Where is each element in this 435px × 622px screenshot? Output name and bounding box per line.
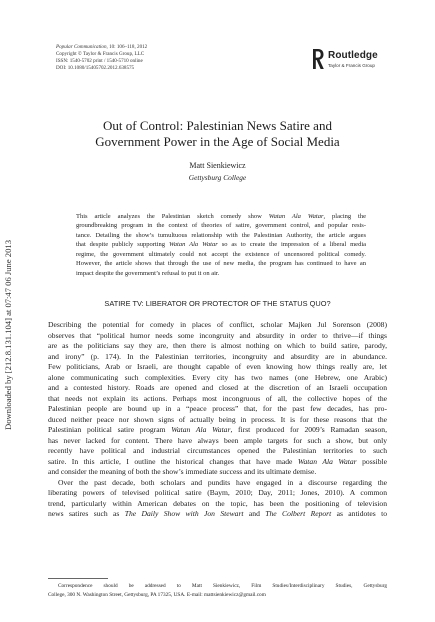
body-line: and a contested history. Roads are opened and closed at the discretion of an Israeli occupation <box>48 383 387 392</box>
body-line: observes that “political humor needs some incongruity and absurdity in order to thrive—if things <box>48 330 387 340</box>
abstract-line: regime, the government ultimately could not accept the existence of uncensored political comedy. <box>76 250 366 258</box>
journal-citation <box>56 44 147 51</box>
article-title <box>40 118 395 150</box>
abstract-line: that despite publicly supporting Watan Ala Watar so as to create the impression of a liberal media <box>76 241 366 249</box>
body-line: Few politicians, Arab or Israeli, are thought capable of even knowing how things really are, let <box>48 362 387 371</box>
author-affiliation: Gettysburg College <box>188 173 247 182</box>
body-line: has never lacked for content. There have always been ample targets for such a show, but only <box>48 435 387 445</box>
body-line: news satires such as The Daily Show with Jon Stewart and The Colbert Report as antidotes to <box>48 509 387 518</box>
routledge-logo-icon <box>311 48 325 70</box>
download-watermark <box>1 210 15 460</box>
abstract-line: This article analyzes the Palestinian sketch comedy show Watan Ala Watar, placing the <box>76 213 366 220</box>
body-line: that needs not explain its actions. Perhaps most incongruous of all, the collective hopes of the <box>48 393 387 403</box>
body-line: Palestinian political satire program Watan Ala Watar, first produced for 2009’s Ramadan season, <box>48 425 387 434</box>
footnote-line: Correspondence should be addressed to Matt Sienkiewicz, Film Studies/Interdisciplinary Studies, Gettysburg <box>58 583 387 589</box>
journal-volume: , 10: 106–118, 2012 <box>106 44 148 50</box>
download-note: Downloaded by [212.8.131.104] at 07:47 06 June 2013 <box>3 240 13 430</box>
body-line: satire. In this article, I outline the historical changes that have made Watan Ala Watar possible <box>48 456 387 466</box>
copyright-line: Copyright © Taylor & Francis Group, LLC <box>56 51 145 57</box>
author-name: Matt Sienkiewicz <box>189 161 246 170</box>
journal-header <box>56 44 147 72</box>
abstract-line: However, the article shows that through the use of new media, the program has continued to have an <box>76 260 366 268</box>
title-line-2: Government Power in the Age of Social Media <box>95 134 340 149</box>
abstract-line: groundbreaking program in the context of theories of satire, government control, and popular resis- <box>76 222 366 230</box>
body-line: Over the past decade, both scholars and pundits have engaged in a discourse regarding the <box>58 477 387 487</box>
body-line: alone communicating such complexities. Every city has two names (one Hebrew, one Arabic) <box>48 372 387 382</box>
footnote-line: College, 300 N. Washington Street, Gettysburg, PA 17325, USA. E-mail: mattsienkiewicz@gmail.com <box>48 591 266 598</box>
correspondence-footnote <box>48 582 387 599</box>
body-line: Describing the potential for comedy in places of conflict, scholar Majken Jul Sorenson (2008) <box>48 320 387 329</box>
footnote-rule <box>48 578 108 579</box>
section-heading: SATIRE TV: LIBERATOR OR PROTECTOR OF THE STATUS QUO? <box>104 299 331 308</box>
publisher-subtitle: Taylor & Francis Group <box>328 63 375 68</box>
body-line: are as the politicians say they are, then there is almost nothing on which to build satire, parody, <box>48 341 387 350</box>
abstract-line: tance. Detailing the show’s tumultuous relationship with the Palestinian Authority, the article argues <box>76 231 366 239</box>
publisher-logo <box>311 48 391 72</box>
abstract <box>76 212 366 278</box>
body-line: trend, particularly within American debates on the topic, has been the positioning of television <box>48 498 387 508</box>
body-line: and irony” (p. 174). In the Palestinian territories, incongruity and absurdity are in abundance. <box>48 351 387 361</box>
body-text <box>48 320 387 520</box>
doi-line: DOI: 10.1080/15405702.2012.638575 <box>56 65 135 71</box>
publisher-name: Routledge <box>328 50 378 61</box>
body-line: recently have political and industrial circumstances opened the Palestinian territories to such <box>48 446 387 455</box>
journal-name: Popular Communication <box>56 44 107 50</box>
body-line: liberating powers of televised political satire (Baym, 2010; Day, 2011; Jones, 2010). A common <box>48 488 387 497</box>
abstract-line: impact despite the government’s refusal to put it on air. <box>76 269 220 277</box>
issn-line: ISSN: 1540-5702 print / 1540-5710 online <box>56 58 143 64</box>
body-line: Palestinian people are bound up in a “peace process” that, for the past few decades, has pro- <box>48 404 387 413</box>
body-line: and consider the meaning of both the show’s immediate success and its ultimate demise. <box>48 467 317 476</box>
body-line: duced neither peace nor shown signs of actually being in process. It is for these reasons that the <box>48 414 387 424</box>
title-line-1: Out of Control: Palestinian News Satire and <box>103 118 332 133</box>
